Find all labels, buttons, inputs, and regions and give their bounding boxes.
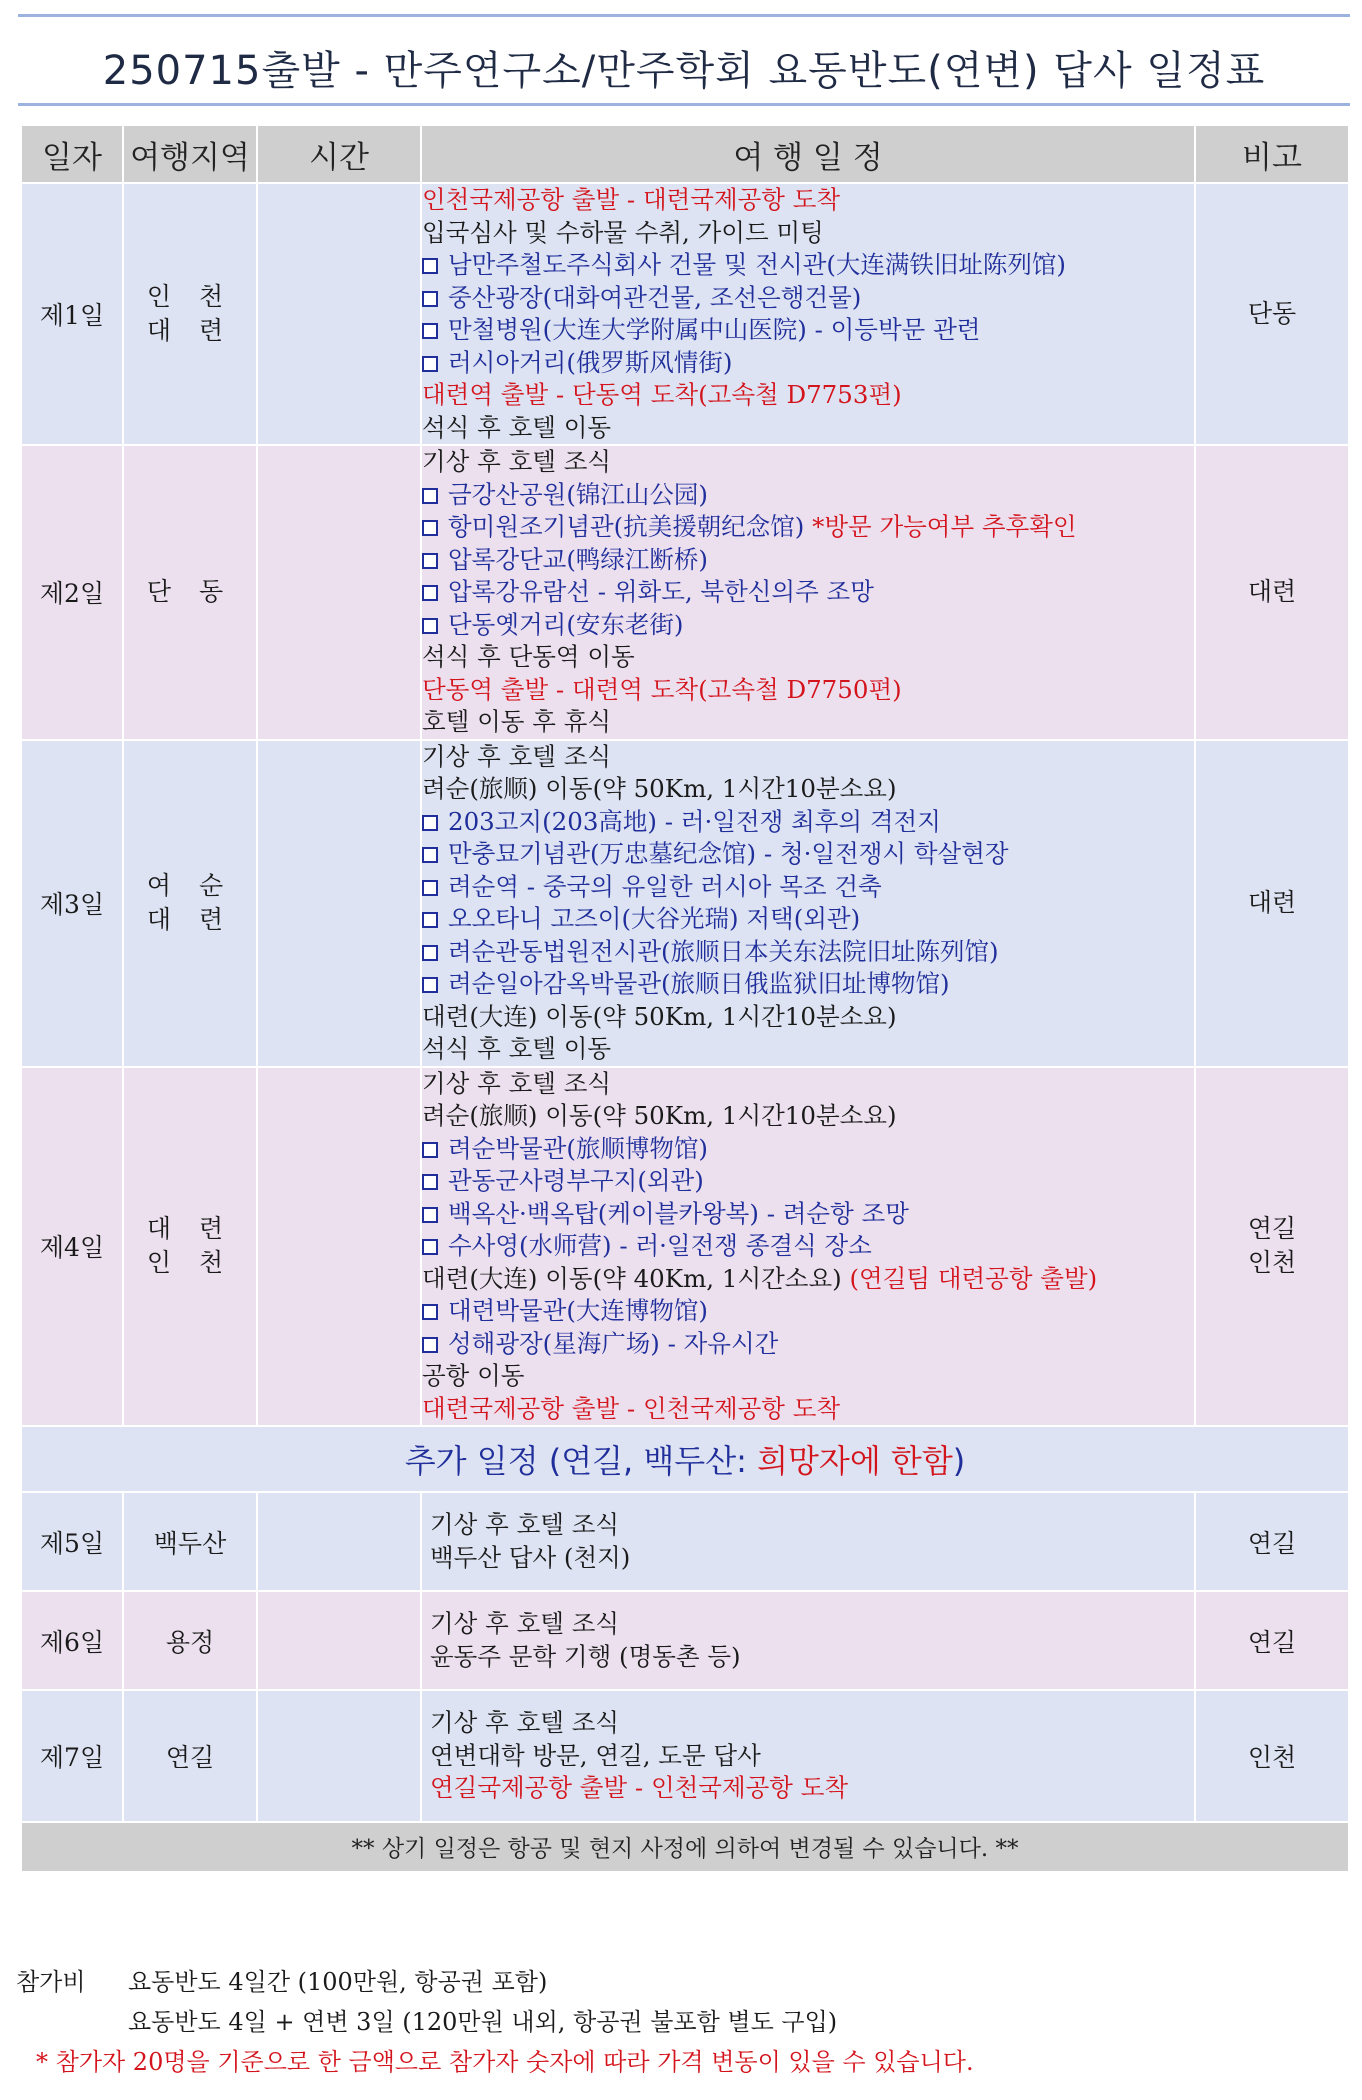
note-text: 대련 xyxy=(1247,888,1297,917)
schedule-line-text: 만철병원(大连大学附属中山医院) - 이등박문 관련 xyxy=(448,315,981,344)
schedule-line-text: 압록강단교(鸭绿江断桥) xyxy=(448,544,708,574)
schedule-line xyxy=(422,511,1194,544)
fee-item-2: 요동반도 4일 + 연변 3일 (120만원 내외, 항공권 불포함 별도 구입) xyxy=(128,2008,838,2036)
schedule-line xyxy=(422,249,1194,282)
region-cell xyxy=(123,445,257,740)
checkbox-icon xyxy=(422,1304,438,1320)
time-cell xyxy=(257,1067,421,1427)
schedule-line xyxy=(422,1393,1194,1426)
notice-text: ** 상기 일정은 항공 및 현지 사정에 의하여 변경될 수 있습니다. ** xyxy=(21,1822,1349,1872)
schedule-line xyxy=(422,968,1194,1001)
note-text: 인천 xyxy=(1247,1248,1297,1278)
note-cell xyxy=(1195,445,1349,740)
schedule-line xyxy=(422,1001,1194,1034)
checkbox-icon xyxy=(422,585,438,601)
region-name: 여 순 xyxy=(146,871,234,900)
note-text: 대련 xyxy=(1247,577,1297,607)
checkbox-icon xyxy=(422,258,438,274)
schedule-line xyxy=(430,1707,1186,1740)
schedule-line-text: 단동옛거리(安东老街) xyxy=(448,609,684,639)
schedule-line xyxy=(422,282,1194,315)
region-cell: 연길 xyxy=(123,1690,257,1822)
region-cell xyxy=(123,1067,257,1427)
checkbox-icon xyxy=(422,356,438,372)
schedule-line xyxy=(422,1133,1194,1166)
schedule-cell xyxy=(421,1067,1195,1427)
checkbox-icon xyxy=(422,977,438,993)
table-row xyxy=(21,1690,1349,1822)
schedule-line-text: 남만주철도주식회사 건물 및 전시관(大连满铁旧址陈列馆) xyxy=(448,250,1066,279)
time-cell xyxy=(257,1690,421,1822)
region-name: 단 동 xyxy=(146,577,234,607)
schedule-line xyxy=(422,1263,1194,1296)
day-cell: 제5일 xyxy=(21,1492,123,1591)
schedule-line-text: 려순일아감옥박물관(旅顺日俄监狱旧址博物馆) xyxy=(448,969,950,998)
note-cell xyxy=(1195,183,1349,445)
schedule-line xyxy=(422,1033,1194,1066)
fee-item-1: 요동반도 4일간 (100만원, 항공권 포함) xyxy=(128,1968,548,1996)
schedule-line-text: 러시아거리(俄罗斯风情街) xyxy=(448,347,733,377)
schedule-line-text: 석식 후 호텔 이동 xyxy=(422,1034,612,1063)
checkbox-icon xyxy=(422,1337,438,1353)
schedule-line-remark: *방문 가능여부 추후확인 xyxy=(804,512,1077,541)
schedule-line xyxy=(422,1100,1194,1133)
schedule-line-text: 대련(大连) 이동(약 40Km, 1시간소요) xyxy=(422,1263,842,1293)
schedule-line-text: 공항 이동 xyxy=(422,1361,525,1390)
schedule-line xyxy=(422,217,1194,250)
header-note: 비고 xyxy=(1195,125,1349,183)
schedule-line-text: 백옥산·백옥탑(케이블카왕복) - 려순항 조망 xyxy=(448,1198,909,1228)
checkbox-icon xyxy=(422,1239,438,1255)
checkbox-icon xyxy=(422,618,438,634)
schedule-line xyxy=(422,479,1194,512)
note-cell: 연길 xyxy=(1195,1591,1349,1690)
schedule-line-text: 성해광장(星海广场) - 자유시간 xyxy=(448,1328,779,1358)
checkbox-icon xyxy=(422,520,438,536)
schedule-line xyxy=(430,1608,1186,1641)
schedule-line xyxy=(430,1772,1186,1805)
checkbox-icon xyxy=(422,1207,438,1223)
schedule-line xyxy=(422,1295,1194,1328)
schedule-line xyxy=(430,1641,1186,1674)
schedule-line-text: 대련역 출발 - 단동역 도착(고속철 D7753편) xyxy=(422,380,902,409)
region-name: 인 천 xyxy=(146,282,234,311)
schedule-line xyxy=(422,1230,1194,1263)
header-region: 여행지역 xyxy=(123,125,257,183)
table-row xyxy=(21,183,1349,445)
day-cell: 제6일 xyxy=(21,1591,123,1690)
day-cell: 제2일 xyxy=(21,445,123,740)
schedule-line-text: 석식 후 호텔 이동 xyxy=(422,412,612,442)
schedule-line-text: 려순박물관(旅顺博物馆) xyxy=(448,1133,708,1163)
note-cell: 연길 xyxy=(1195,1492,1349,1591)
region-cell: 백두산 xyxy=(123,1492,257,1591)
schedule-line-text: 압록강유람선 - 위화도, 북한신의주 조망 xyxy=(448,577,874,606)
schedule-line-text: 호텔 이동 후 휴식 xyxy=(422,707,612,736)
schedule-table xyxy=(20,124,1350,1873)
fee-section xyxy=(16,1962,1346,2076)
extra-banner-end: ) xyxy=(952,1442,966,1480)
schedule-line xyxy=(422,706,1194,739)
schedule-cell xyxy=(421,183,1195,445)
region-name: 대 련 xyxy=(146,316,234,345)
day-cell: 제7일 xyxy=(21,1690,123,1822)
schedule-line xyxy=(422,806,1194,839)
schedule-line xyxy=(422,871,1194,904)
time-cell xyxy=(257,1492,421,1591)
schedule-cell xyxy=(421,1690,1195,1822)
note-text: 단동 xyxy=(1247,299,1297,328)
region-name: 대 련 xyxy=(146,905,234,934)
schedule-line xyxy=(422,609,1194,642)
schedule-line xyxy=(430,1740,1186,1773)
schedule-line-text: 대련(大连) 이동(약 50Km, 1시간10분소요) xyxy=(422,1001,897,1031)
schedule-line xyxy=(422,379,1194,412)
schedule-line-text: 오오타니 고즈이(大谷光瑞) 저택(외관) xyxy=(448,904,861,933)
schedule-line-text: 만충묘기념관(万忠墓纪念馆) - 청·일전쟁시 학살현장 xyxy=(448,839,1009,868)
schedule-line xyxy=(422,1198,1194,1231)
table-row xyxy=(21,740,1349,1067)
page-title: 250715출발 - 만주연구소/만주학회 요동반도(연변) 답사 일정표 xyxy=(102,48,1266,94)
schedule-line xyxy=(422,412,1194,445)
schedule-line xyxy=(422,347,1194,380)
note-cell xyxy=(1195,1067,1349,1427)
checkbox-icon xyxy=(422,488,438,504)
schedule-line-text: 려순(旅顺) 이동(약 50Km, 1시간10분소요) xyxy=(422,774,897,803)
region-cell: 용정 xyxy=(123,1591,257,1690)
extra-banner-main: 추가 일정 (연길, 백두산: xyxy=(404,1442,758,1480)
schedule-line xyxy=(422,1328,1194,1361)
schedule-line xyxy=(422,903,1194,936)
schedule-line-text: 수사영(水师营) - 러·일전쟁 종결식 장소 xyxy=(448,1231,872,1260)
fee-note: * 참가자 20명을 기준으로 한 금액으로 참가자 숫자에 따라 가격 변동이 있을 수 있습니다. xyxy=(36,2048,974,2076)
schedule-cell xyxy=(421,1591,1195,1690)
schedule-line-text: 203고지(203高地) - 러·일전쟁 최후의 격전지 xyxy=(448,806,941,836)
schedule-line-text: 관동군사령부구지(외관) xyxy=(448,1166,704,1195)
checkbox-icon xyxy=(422,847,438,863)
region-cell xyxy=(123,740,257,1067)
schedule-line xyxy=(422,641,1194,674)
schedule-line xyxy=(422,838,1194,871)
schedule-line xyxy=(422,1360,1194,1393)
region-name: 대 련 xyxy=(146,1214,234,1244)
notice-row xyxy=(21,1822,1349,1872)
schedule-line xyxy=(422,1165,1194,1198)
table-header-row xyxy=(21,125,1349,183)
table-row xyxy=(21,1492,1349,1591)
schedule-line-text: 연변대학 방문, 연길, 도문 답사 xyxy=(430,1740,761,1770)
schedule-line-text: 기상 후 호텔 조식 xyxy=(430,1708,620,1737)
checkbox-icon xyxy=(422,1142,438,1158)
schedule-line-text: 려순역 - 중국의 유일한 러시아 목조 건축 xyxy=(448,871,882,901)
schedule-line-text: 기상 후 호텔 조식 xyxy=(422,741,612,771)
checkbox-icon xyxy=(422,291,438,307)
schedule-line xyxy=(422,741,1194,774)
schedule-line xyxy=(422,936,1194,969)
schedule-line xyxy=(422,1068,1194,1101)
note-cell: 인천 xyxy=(1195,1690,1349,1822)
checkbox-icon xyxy=(422,323,438,339)
time-cell xyxy=(257,740,421,1067)
header-day: 일자 xyxy=(21,125,123,183)
schedule-line-text: 인천국제공항 출발 - 대련국제공항 도착 xyxy=(422,185,841,214)
checkbox-icon xyxy=(422,880,438,896)
extra-banner-highlight: 희망자에 한함 xyxy=(757,1442,953,1480)
extra-schedule-banner xyxy=(21,1426,1349,1492)
schedule-line xyxy=(422,576,1194,609)
schedule-line-text: 기상 후 호텔 조식 xyxy=(422,447,612,476)
time-cell xyxy=(257,1591,421,1690)
table-row xyxy=(21,1067,1349,1427)
schedule-line-text: 기상 후 호텔 조식 xyxy=(422,1068,612,1098)
checkbox-icon xyxy=(422,553,438,569)
checkbox-icon xyxy=(422,815,438,831)
day-cell: 제1일 xyxy=(21,183,123,445)
schedule-line-text: 금강산공원(锦江山公园) xyxy=(448,479,708,509)
schedule-line xyxy=(422,773,1194,806)
checkbox-icon xyxy=(422,1174,438,1190)
day-cell: 제4일 xyxy=(21,1067,123,1427)
schedule-line-text: 단동역 출발 - 대련역 도착(고속철 D7750편) xyxy=(422,674,902,704)
checkbox-icon xyxy=(422,945,438,961)
note-cell xyxy=(1195,740,1349,1067)
table-row xyxy=(21,445,1349,740)
schedule-line-text: 중산광장(대화여관건물, 조선은행건물) xyxy=(448,282,862,312)
schedule-line xyxy=(430,1542,1186,1575)
schedule-line-text: 백두산 답사 (천지) xyxy=(430,1542,631,1572)
region-name: 인 천 xyxy=(146,1248,234,1278)
schedule-line xyxy=(422,314,1194,347)
schedule-line xyxy=(422,544,1194,577)
schedule-line-remark: (연길팀 대련공항 출발) xyxy=(841,1263,1098,1293)
schedule-line xyxy=(422,674,1194,707)
time-cell xyxy=(257,183,421,445)
schedule-line-text: 대련박물관(大连博物馆) xyxy=(448,1296,708,1325)
schedule-line-text: 려순관동법원전시관(旅顺日本关东法院旧址陈列馆) xyxy=(448,936,999,966)
schedule-cell xyxy=(421,445,1195,740)
region-cell xyxy=(123,183,257,445)
schedule-line-text: 대련국제공항 출발 - 인천국제공항 도착 xyxy=(422,1393,841,1423)
schedule-line-text: 기상 후 호텔 조식 xyxy=(430,1609,620,1638)
title-bar xyxy=(18,14,1350,106)
schedule-line-text: 석식 후 단동역 이동 xyxy=(422,642,635,671)
time-cell xyxy=(257,445,421,740)
schedule-line xyxy=(422,184,1194,217)
table-row xyxy=(21,1591,1349,1690)
schedule-cell xyxy=(421,1492,1195,1591)
fee-label: 참가비 xyxy=(16,1968,86,1996)
schedule-line-text: 연길국제공항 출발 - 인천국제공항 도착 xyxy=(430,1773,849,1802)
schedule-line xyxy=(422,446,1194,479)
header-time: 시간 xyxy=(257,125,421,183)
schedule-line-text: 윤동주 문학 기행 (명동촌 등) xyxy=(430,1641,741,1671)
schedule-line xyxy=(430,1509,1186,1542)
checkbox-icon xyxy=(422,912,438,928)
note-text: 연길 xyxy=(1247,1214,1297,1244)
header-schedule: 여 행 일 정 xyxy=(421,125,1195,183)
schedule-cell xyxy=(421,740,1195,1067)
schedule-line-text: 입국심사 및 수하물 수취, 가이드 미팅 xyxy=(422,217,824,247)
schedule-line-text: 항미원조기념관(抗美援朝纪念馆) xyxy=(448,512,805,541)
schedule-line-text: 려순(旅顺) 이동(약 50Km, 1시간10분소요) xyxy=(422,1101,897,1130)
day-cell: 제3일 xyxy=(21,740,123,1067)
schedule-line-text: 기상 후 호텔 조식 xyxy=(430,1510,620,1539)
